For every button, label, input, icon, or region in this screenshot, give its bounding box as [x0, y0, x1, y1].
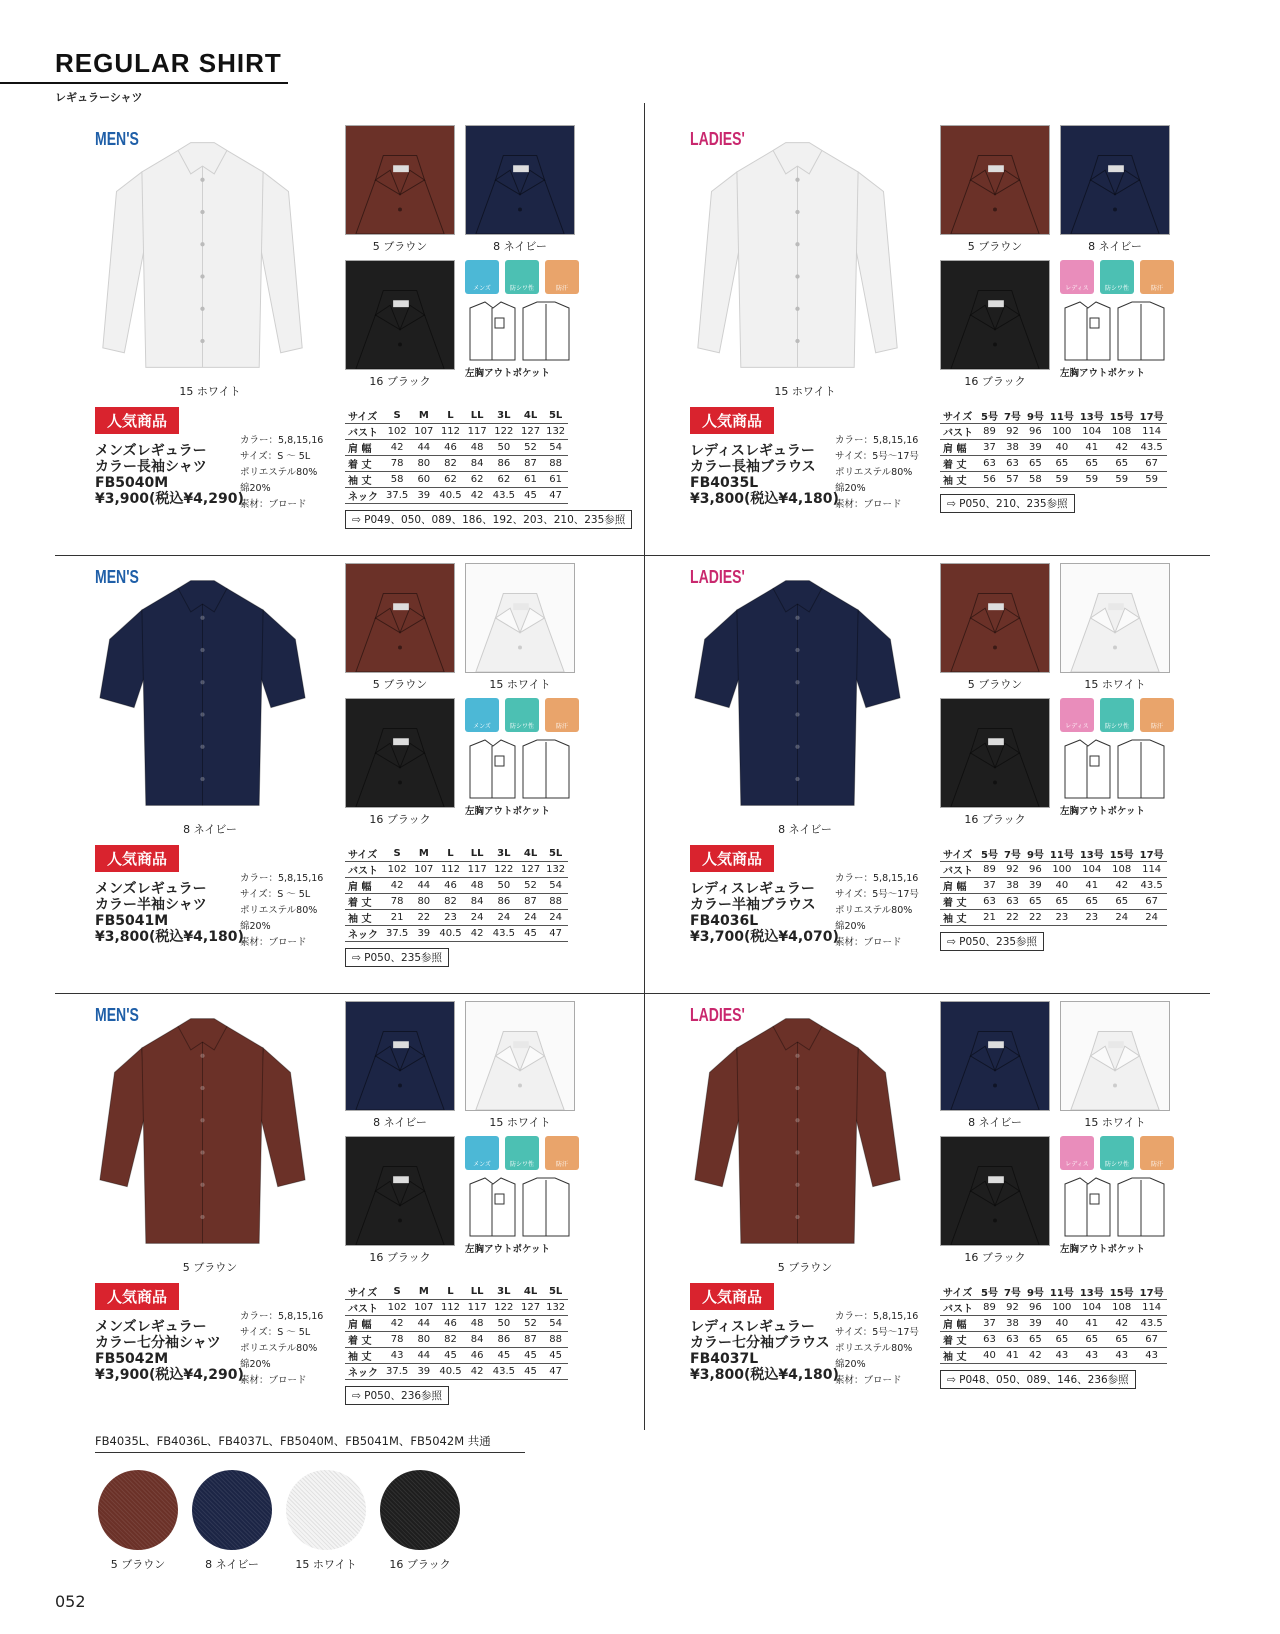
size-row: 袖 丈 40 41 42 43 43 43 43: [940, 1348, 1167, 1364]
color-swatch: [345, 563, 455, 673]
swatch-label: 5 ブラウン: [967, 240, 1023, 253]
spec-line: カラー：5,8,15,16: [240, 1311, 324, 1322]
pocket-diagram: [465, 300, 575, 362]
swatch-label: 16 ブラック: [369, 813, 431, 826]
common-fabric-note: FB4035L、FB4036L、FB4037L、FB5040M、FB5041M、FB5042M 共通: [95, 1434, 491, 1448]
color-swatch: [345, 698, 455, 808]
page-reference: ⇨ P050、210、235参照: [940, 494, 1075, 513]
fabric-label: 16 ブラック: [389, 1558, 451, 1571]
size-row: 袖 丈 43 44 45 46 45 45 45: [345, 1348, 568, 1364]
color-swatch: [940, 125, 1050, 235]
size-row: 袖 丈 58 60 62 62 62 61 61: [345, 472, 568, 488]
fabric-swatch: [98, 1470, 178, 1550]
bow-icon: レディス: [1060, 698, 1094, 732]
spec-line: 綿20%: [240, 921, 271, 932]
pocket-label: 左胸アウトポケット: [1060, 368, 1146, 379]
size-row: 着 丈 63 63 65 65 65 65 67: [940, 456, 1167, 472]
size-row: バスト 89 92 96 100 104 108 114: [940, 1300, 1167, 1316]
page-reference: ⇨ P050、235参照: [345, 948, 449, 967]
swatch-label: 16 ブラック: [964, 813, 1026, 826]
product-price: ¥3,900(税込¥4,290): [95, 1367, 244, 1383]
spec-line: 素材：ブロード: [835, 937, 902, 948]
hero-shirt-image: [690, 568, 905, 818]
color-swatch: [345, 260, 455, 370]
spec-line: カラー：5,8,15,16: [835, 435, 919, 446]
size-row: 着 丈 78 80 82 84 86 87 88: [345, 1332, 568, 1348]
size-row: 肩 幅 42 44 46 48 50 52 54: [345, 1316, 568, 1332]
color-swatch: [1060, 563, 1170, 673]
size-table-wrap: [345, 846, 568, 942]
size-row: 肩 幅 37 38 39 40 41 42 43.5: [940, 440, 1167, 456]
pocket-label: 左胸アウトポケット: [1060, 806, 1146, 817]
page-title: REGULAR SHIRT: [55, 48, 282, 78]
spec-line: サイズ：S ～ 5L: [240, 889, 311, 900]
product-price: ¥3,800(税込¥4,180): [690, 491, 839, 507]
popular-badge: 人気商品: [690, 845, 774, 872]
gender-label: LADIES': [690, 567, 745, 587]
wrinkle-resistant-icon: 防シワ性: [505, 698, 539, 732]
size-row: 肩 幅 42 44 46 48 50 52 54: [345, 878, 568, 894]
popular-badge: 人気商品: [95, 407, 179, 434]
product-price: ¥3,900(税込¥4,290): [95, 491, 244, 507]
hero-color-label: 5 ブラウン: [182, 1261, 238, 1274]
spec-line: ポリエステル80%: [835, 467, 913, 478]
product-price: ¥3,800(税込¥4,180): [690, 1367, 839, 1383]
spec-line: サイズ：5号～17号: [835, 889, 919, 900]
swatch-label: 15 ホワイト: [1084, 1116, 1146, 1129]
color-swatch: [345, 125, 455, 235]
pocket-label: 左胸アウトポケット: [1060, 1244, 1146, 1255]
pocket-diagram: [465, 1176, 575, 1238]
page-reference: ⇨ P050、236参照: [345, 1386, 449, 1405]
row-divider: [55, 993, 1210, 994]
product-price: ¥3,700(税込¥4,070): [690, 929, 839, 945]
product-code: FB5041M: [95, 913, 169, 929]
spec-line: ポリエステル80%: [835, 905, 913, 916]
swatch-label: 5 ブラウン: [967, 678, 1023, 691]
swatch-label: 15 ホワイト: [1084, 678, 1146, 691]
size-row: 肩 幅 42 44 46 48 50 52 54: [345, 440, 568, 456]
swatch-label: 16 ブラック: [369, 375, 431, 388]
swatch-label: 15 ホワイト: [489, 678, 551, 691]
popular-badge: 人気商品: [690, 407, 774, 434]
color-swatch: [1060, 125, 1170, 235]
size-table-wrap: [345, 1284, 568, 1380]
pocket-diagram: [465, 738, 575, 800]
hero-shirt-image: [95, 568, 310, 818]
size-row: ネック 37.5 39 40.5 42 43.5 45 47: [345, 488, 568, 504]
gender-label: LADIES': [690, 129, 745, 149]
size-row: 着 丈 63 63 65 65 65 65 67: [940, 1332, 1167, 1348]
page-reference: ⇨ P050、235参照: [940, 932, 1044, 951]
swatch-label: 5 ブラウン: [372, 678, 428, 691]
page-reference: ⇨ P048、050、089、146、236参照: [940, 1370, 1136, 1389]
size-row: バスト 89 92 96 100 104 108 114: [940, 424, 1167, 440]
spec-line: ポリエステル80%: [240, 1343, 318, 1354]
size-row: バスト 102 107 112 117 122 127 132: [345, 424, 568, 440]
spec-line: 綿20%: [240, 483, 271, 494]
spec-line: カラー：5,8,15,16: [240, 873, 324, 884]
color-swatch: [465, 125, 575, 235]
product-name-line1: レディスレギュラー: [690, 1319, 815, 1335]
sweat-resistant-icon: 防汗: [545, 260, 579, 294]
product-name-line1: メンズレギュラー: [95, 443, 207, 459]
product-name-line2: カラー長袖シャツ: [95, 459, 207, 475]
pocket-label: 左胸アウトポケット: [465, 806, 551, 817]
color-swatch: [1060, 1001, 1170, 1111]
spec-line: ポリエステル80%: [240, 905, 318, 916]
color-swatch: [940, 1136, 1050, 1246]
hero-color-label: 5 ブラウン: [777, 1261, 833, 1274]
page-subtitle: レギュラーシャツ: [55, 91, 143, 104]
product-code: FB5040M: [95, 475, 169, 491]
size-row: 着 丈 78 80 82 84 86 87 88: [345, 894, 568, 910]
swatch-label: 16 ブラック: [964, 1251, 1026, 1264]
wrinkle-resistant-icon: 防シワ性: [1100, 698, 1134, 732]
hero-color-label: 8 ネイビー: [183, 823, 237, 836]
popular-badge: 人気商品: [690, 1283, 774, 1310]
color-swatch: [940, 260, 1050, 370]
page-number: 052: [55, 1592, 86, 1611]
pocket-diagram: [1060, 738, 1170, 800]
product-code: FB4037L: [690, 1351, 759, 1367]
product-name-line2: カラー長袖ブラウス: [690, 459, 816, 475]
color-swatch: [465, 563, 575, 673]
spec-line: 綿20%: [835, 1359, 866, 1370]
fabric-label: 8 ネイビー: [205, 1558, 259, 1571]
fabric-swatch: [286, 1470, 366, 1550]
size-row: バスト 89 92 96 100 104 108 114: [940, 862, 1167, 878]
bow-icon: レディス: [1060, 260, 1094, 294]
product-code: FB4035L: [690, 475, 759, 491]
sweat-resistant-icon: 防汗: [1140, 260, 1174, 294]
spec-line: 素材：ブロード: [835, 1375, 902, 1386]
hero-color-label: 8 ネイビー: [778, 823, 832, 836]
spec-line: サイズ：5号～17号: [835, 1327, 919, 1338]
size-row: 肩 幅 37 38 39 40 41 42 43.5: [940, 878, 1167, 894]
spec-line: ポリエステル80%: [240, 467, 318, 478]
swatch-label: 8 ネイビー: [968, 1116, 1022, 1129]
spec-line: 素材：ブロード: [240, 499, 307, 510]
product-name-line1: レディスレギュラー: [690, 881, 815, 897]
product-block: [650, 125, 1240, 545]
spec-line: 綿20%: [240, 1359, 271, 1370]
wrinkle-resistant-icon: 防シワ性: [1100, 1136, 1134, 1170]
hero-color-label: 15 ホワイト: [179, 385, 241, 398]
pocket-label: 左胸アウトポケット: [465, 1244, 551, 1255]
common-rule: [95, 1452, 525, 1453]
bow-icon: レディス: [1060, 1136, 1094, 1170]
gender-label: MEN'S: [95, 567, 139, 587]
row-divider: [55, 555, 1210, 556]
swatch-label: 8 ネイビー: [493, 240, 547, 253]
tie-icon: メンズ: [465, 1136, 499, 1170]
size-row: ネック 37.5 39 40.5 42 43.5 45 47: [345, 1364, 568, 1380]
sweat-resistant-icon: 防汗: [545, 1136, 579, 1170]
sweat-resistant-icon: 防汗: [1140, 698, 1174, 732]
product-price: ¥3,800(税込¥4,180): [95, 929, 244, 945]
size-row: 袖 丈 21 22 23 24 24 24 24: [345, 910, 568, 926]
color-swatch: [345, 1001, 455, 1111]
swatch-label: 8 ネイビー: [373, 1116, 427, 1129]
hero-shirt-image: [690, 130, 905, 380]
spec-line: サイズ：5号～17号: [835, 451, 919, 462]
gender-label: MEN'S: [95, 1005, 139, 1025]
size-table-wrap: [940, 408, 1167, 488]
wrinkle-resistant-icon: 防シワ性: [505, 260, 539, 294]
product-name-line2: カラー七分袖ブラウス: [690, 1335, 830, 1351]
size-row: 袖 丈 21 22 22 23 23 24 24: [940, 910, 1167, 926]
color-swatch: [345, 1136, 455, 1246]
product-block: [55, 125, 645, 545]
hero-shirt-image: [95, 130, 310, 380]
popular-badge: 人気商品: [95, 1283, 179, 1310]
spec-line: 素材：ブロード: [835, 499, 902, 510]
spec-line: ポリエステル80%: [835, 1343, 913, 1354]
spec-line: 素材：ブロード: [240, 1375, 307, 1386]
gender-label: LADIES': [690, 1005, 745, 1025]
product-code: FB5042M: [95, 1351, 169, 1367]
color-swatch: [465, 1001, 575, 1111]
swatch-label: 8 ネイビー: [1088, 240, 1142, 253]
spec-line: 素材：ブロード: [240, 937, 307, 948]
pocket-label: 左胸アウトポケット: [465, 368, 551, 379]
size-table: サイズ 5号 7号 9号 11号 13号 15号 17号 バスト 89 92 96 100 104 108 114 肩 幅 37 38 39 40 41 42 43.5 着 丈 63 63 65 65 65 65 67 袖 丈 21 22 22 23 23 24 24: [940, 846, 1167, 926]
hero-color-label: 15 ホワイト: [774, 385, 836, 398]
size-table: サイズ S M L LL 3L 4L 5L バスト 102 107 112 117 122 127 132 肩 幅 42 44 46 48 50 52 54 着 丈 78 80 82 84 86 87 88 袖 丈 43 44 45 46 45 45 45 ネック 37.5 39 40.5 42 43.5 45 47: [345, 1284, 568, 1380]
spec-line: サイズ：S ～ 5L: [240, 1327, 311, 1338]
size-row: バスト 102 107 112 117 122 127 132: [345, 1300, 568, 1316]
product-name-line2: カラー半袖ブラウス: [690, 897, 816, 913]
spec-line: 綿20%: [835, 921, 866, 932]
product-code: FB4036L: [690, 913, 759, 929]
sweat-resistant-icon: 防汗: [545, 698, 579, 732]
spec-line: 綿20%: [835, 483, 866, 494]
color-swatch: [940, 563, 1050, 673]
gender-label: MEN'S: [95, 129, 139, 149]
popular-badge: 人気商品: [95, 845, 179, 872]
size-table: サイズ S M L LL 3L 4L 5L バスト 102 107 112 117 122 127 132 肩 幅 42 44 46 48 50 52 54 着 丈 78 80 82 84 86 87 88 袖 丈 58 60 62 62 62 61 61 ネック 37.5 39 40.5 42 43.5 45 47: [345, 408, 568, 504]
spec-line: サイズ：S ～ 5L: [240, 451, 311, 462]
size-table-wrap: [940, 1284, 1167, 1364]
fabric-swatch: [380, 1470, 460, 1550]
size-row: 肩 幅 37 38 39 40 41 42 43.5: [940, 1316, 1167, 1332]
wrinkle-resistant-icon: 防シワ性: [1100, 260, 1134, 294]
size-table: サイズ S M L LL 3L 4L 5L バスト 102 107 112 117 122 127 132 肩 幅 42 44 46 48 50 52 54 着 丈 78 80 82 84 86 87 88 袖 丈 21 22 23 24 24 24 24 ネック 37.5 39 40.5 42 43.5 45 47: [345, 846, 568, 942]
spec-line: カラー：5,8,15,16: [240, 435, 324, 446]
size-table-wrap: [345, 408, 568, 504]
product-name-line2: カラー半袖シャツ: [95, 897, 207, 913]
product-name-line1: メンズレギュラー: [95, 1319, 207, 1335]
product-name-line2: カラー七分袖シャツ: [95, 1335, 221, 1351]
fabric-label: 5 ブラウン: [110, 1558, 166, 1571]
size-row: バスト 102 107 112 117 122 127 132: [345, 862, 568, 878]
spec-line: カラー：5,8,15,16: [835, 1311, 919, 1322]
size-table: サイズ 5号 7号 9号 11号 13号 15号 17号 バスト 89 92 96 100 104 108 114 肩 幅 37 38 39 40 41 42 43.5 着 丈 63 63 65 65 65 65 67 袖 丈 40 41 42 43 43 43 43: [940, 1284, 1167, 1364]
size-row: 着 丈 78 80 82 84 86 87 88: [345, 456, 568, 472]
product-block: [650, 1001, 1240, 1421]
tie-icon: メンズ: [465, 260, 499, 294]
spec-line: カラー：5,8,15,16: [835, 873, 919, 884]
size-table-wrap: [940, 846, 1167, 926]
sweat-resistant-icon: 防汗: [1140, 1136, 1174, 1170]
wrinkle-resistant-icon: 防シワ性: [505, 1136, 539, 1170]
pocket-diagram: [1060, 1176, 1170, 1238]
product-name-line1: レディスレギュラー: [690, 443, 815, 459]
fabric-label: 15 ホワイト: [295, 1558, 357, 1571]
tie-icon: メンズ: [465, 698, 499, 732]
product-block: [55, 563, 645, 983]
swatch-label: 16 ブラック: [964, 375, 1026, 388]
swatch-label: 15 ホワイト: [489, 1116, 551, 1129]
hero-shirt-image: [95, 1006, 310, 1256]
product-block: [55, 1001, 645, 1421]
size-table: サイズ 5号 7号 9号 11号 13号 15号 17号 バスト 89 92 96 100 104 108 114 肩 幅 37 38 39 40 41 42 43.5 着 丈 63 63 65 65 65 65 67 袖 丈 56 57 58 59 59 59 59: [940, 408, 1167, 488]
color-swatch: [940, 698, 1050, 808]
hero-shirt-image: [690, 1006, 905, 1256]
color-swatch: [940, 1001, 1050, 1111]
size-row: 袖 丈 56 57 58 59 59 59 59: [940, 472, 1167, 488]
swatch-label: 16 ブラック: [369, 1251, 431, 1264]
product-block: [650, 563, 1240, 983]
size-row: ネック 37.5 39 40.5 42 43.5 45 47: [345, 926, 568, 942]
fabric-swatch: [192, 1470, 272, 1550]
pocket-diagram: [1060, 300, 1170, 362]
size-row: 着 丈 63 63 65 65 65 65 67: [940, 894, 1167, 910]
product-name-line1: メンズレギュラー: [95, 881, 207, 897]
page-reference: ⇨ P049、050、089、186、192、203、210、235参照: [345, 510, 632, 529]
title-underline: [0, 82, 288, 84]
swatch-label: 5 ブラウン: [372, 240, 428, 253]
